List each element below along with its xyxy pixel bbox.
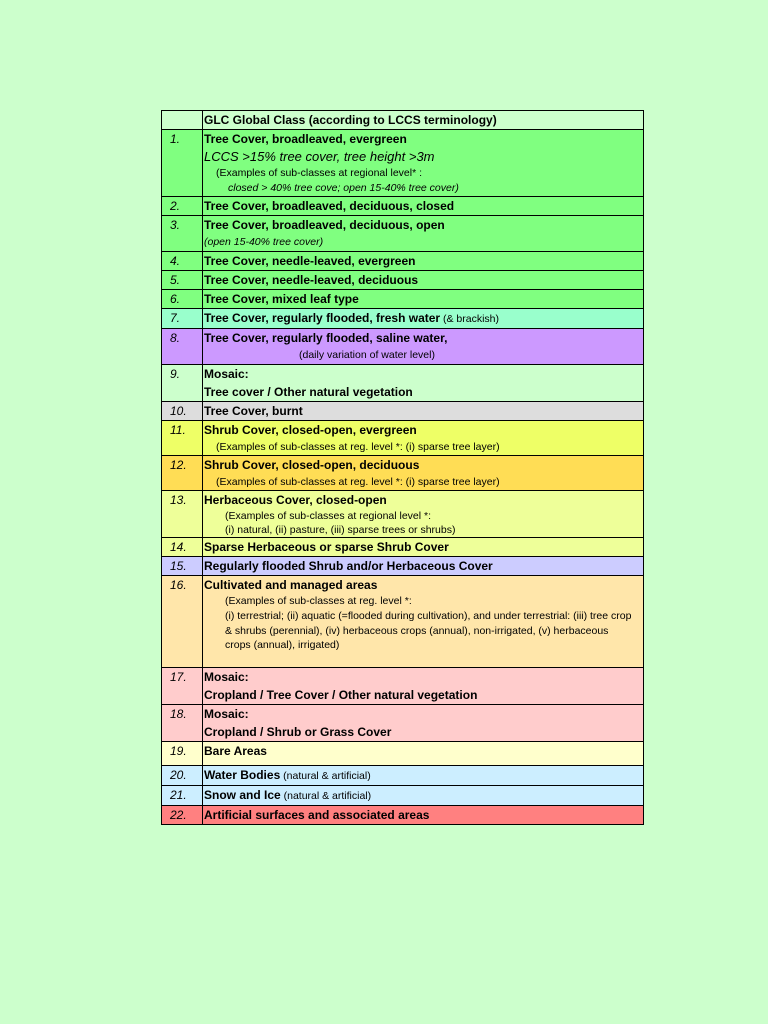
class-title: Tree Cover, burnt (204, 404, 303, 418)
class-title: Herbaceous Cover, closed-open (204, 493, 387, 507)
class-note: closed > 40% tree cove; open 15-40% tree cover) (228, 182, 459, 194)
class-title: Snow and Ice (204, 788, 281, 802)
class-number: 2. (162, 197, 203, 216)
class-number: 19. (162, 742, 203, 766)
class-note: (Examples of sub-classes at reg. level *: (i) sparse tree layer) (216, 476, 500, 488)
class-note: (Examples of sub-classes at regional level* : (216, 167, 423, 179)
class-cell (203, 705, 644, 742)
class-cell (203, 786, 644, 806)
class-cell (203, 216, 644, 252)
class-number: 16. (162, 576, 203, 668)
table-row (162, 252, 644, 271)
table-row (162, 290, 644, 309)
class-title: Tree Cover, needle-leaved, deciduous (204, 273, 419, 287)
class-cell (203, 309, 644, 329)
table-row (162, 705, 644, 742)
header-num-cell (162, 111, 203, 130)
class-cell (203, 329, 644, 365)
table-row (162, 421, 644, 456)
header-cell (203, 111, 644, 130)
table-row (162, 491, 644, 538)
table-row (162, 216, 644, 252)
class-number: 3. (162, 216, 203, 252)
class-cell (203, 742, 644, 766)
class-title-line (204, 766, 637, 785)
class-subtitle: Tree cover / Other natural vegetation (204, 385, 413, 399)
table-row (162, 742, 644, 766)
class-title: Artificial surfaces and associated areas (204, 808, 430, 822)
class-title: Mosaic: (204, 707, 249, 721)
class-number: 6. (162, 290, 203, 309)
class-number: 4. (162, 252, 203, 271)
class-number: 1. (162, 130, 203, 197)
class-note: (Examples of sub-classes at reg. level *: (225, 595, 412, 607)
class-subtitle: Cropland / Shrub or Grass Cover (204, 725, 392, 739)
class-title-line (204, 309, 637, 328)
class-title: Sparse Herbaceous or sparse Shrub Cover (204, 540, 449, 554)
class-cell (203, 365, 644, 402)
class-title: Tree Cover, broadleaved, deciduous, closed (204, 199, 455, 213)
class-cell (203, 252, 644, 271)
class-cell (203, 806, 644, 825)
class-title: Bare Areas (204, 744, 267, 758)
table-row (162, 271, 644, 290)
table-header-row (162, 111, 644, 130)
table-row (162, 538, 644, 557)
class-title: Tree Cover, regularly flooded, saline water, (204, 331, 448, 345)
class-note: (open 15-40% tree cover) (204, 236, 324, 248)
class-number: 13. (162, 491, 203, 538)
table-row (162, 402, 644, 421)
class-title: Regularly flooded Shrub and/or Herbaceous Cover (204, 559, 493, 573)
class-title: Shrub Cover, closed-open, evergreen (204, 423, 417, 437)
class-cell (203, 421, 644, 456)
class-cell (203, 402, 644, 421)
class-number: 5. (162, 271, 203, 290)
class-number: 14. (162, 538, 203, 557)
class-cell (203, 766, 644, 786)
class-note: (Examples of sub-classes at regional level *: (225, 510, 432, 522)
table-row (162, 197, 644, 216)
class-number: 21. (162, 786, 203, 806)
table-row (162, 576, 644, 668)
class-cell (203, 668, 644, 705)
table-row (162, 365, 644, 402)
class-title-line (204, 786, 637, 805)
class-title: Tree Cover, mixed leaf type (204, 292, 359, 306)
table-row (162, 766, 644, 786)
table-row (162, 557, 644, 576)
header-title: GLC Global Class (according to LCCS terminology) (204, 113, 497, 127)
class-number: 9. (162, 365, 203, 402)
lccs-definition: LCCS >15% tree cover, tree height >3m (204, 149, 435, 164)
class-number: 11. (162, 421, 203, 456)
class-cell (203, 557, 644, 576)
class-cell (203, 197, 644, 216)
class-title: Tree Cover, broadleaved, evergreen (204, 132, 407, 146)
class-number: 15. (162, 557, 203, 576)
class-cell (203, 271, 644, 290)
class-title: Tree Cover, regularly flooded, fresh water (204, 311, 441, 325)
class-title-suffix: (natural & artificial) (280, 790, 372, 802)
class-title-suffix: (& brackish) (440, 313, 500, 325)
class-cell (203, 130, 644, 197)
class-note: (daily variation of water level) (299, 349, 435, 361)
class-note: (Examples of sub-classes at reg. level *: (i) sparse tree layer) (216, 441, 500, 453)
class-cell (203, 491, 644, 538)
class-title: Mosaic: (204, 367, 249, 381)
class-title: Cultivated and managed areas (204, 578, 378, 592)
class-number: 17. (162, 668, 203, 705)
table-row (162, 130, 644, 197)
class-number: 8. (162, 329, 203, 365)
table-row (162, 786, 644, 806)
class-title: Mosaic: (204, 670, 249, 684)
class-title: Tree Cover, needle-leaved, evergreen (204, 254, 416, 268)
class-note: (i) terrestrial; (ii) aquatic (=flooded during cultivation), and under terrestrial: (iii) tree crop & shrubs (perennial), (iv) herbaceous crops (annual), non-irrigated, (v) herbaceous crops (annual), irrigated) (225, 610, 632, 651)
class-title-suffix: (natural & artificial) (280, 770, 371, 782)
table-row (162, 806, 644, 825)
class-cell (203, 290, 644, 309)
class-number: 18. (162, 705, 203, 742)
class-title: Water Bodies (204, 768, 281, 782)
table-row (162, 668, 644, 705)
class-number: 20. (162, 766, 203, 786)
class-cell (203, 456, 644, 491)
glc-class-table (161, 110, 644, 825)
class-cell (203, 576, 644, 668)
table-row (162, 329, 644, 365)
class-number: 7. (162, 309, 203, 329)
table-row (162, 309, 644, 329)
class-number: 10. (162, 402, 203, 421)
class-cell (203, 538, 644, 557)
class-subtitle: Cropland / Tree Cover / Other natural vegetation (204, 688, 478, 702)
table-row (162, 456, 644, 491)
class-title: Tree Cover, broadleaved, deciduous, open (204, 218, 445, 232)
class-number: 12. (162, 456, 203, 491)
class-number: 22. (162, 806, 203, 825)
class-title: Shrub Cover, closed-open, deciduous (204, 458, 420, 472)
class-note: (i) natural, (ii) pasture, (iii) sparse trees or shrubs) (225, 524, 456, 536)
